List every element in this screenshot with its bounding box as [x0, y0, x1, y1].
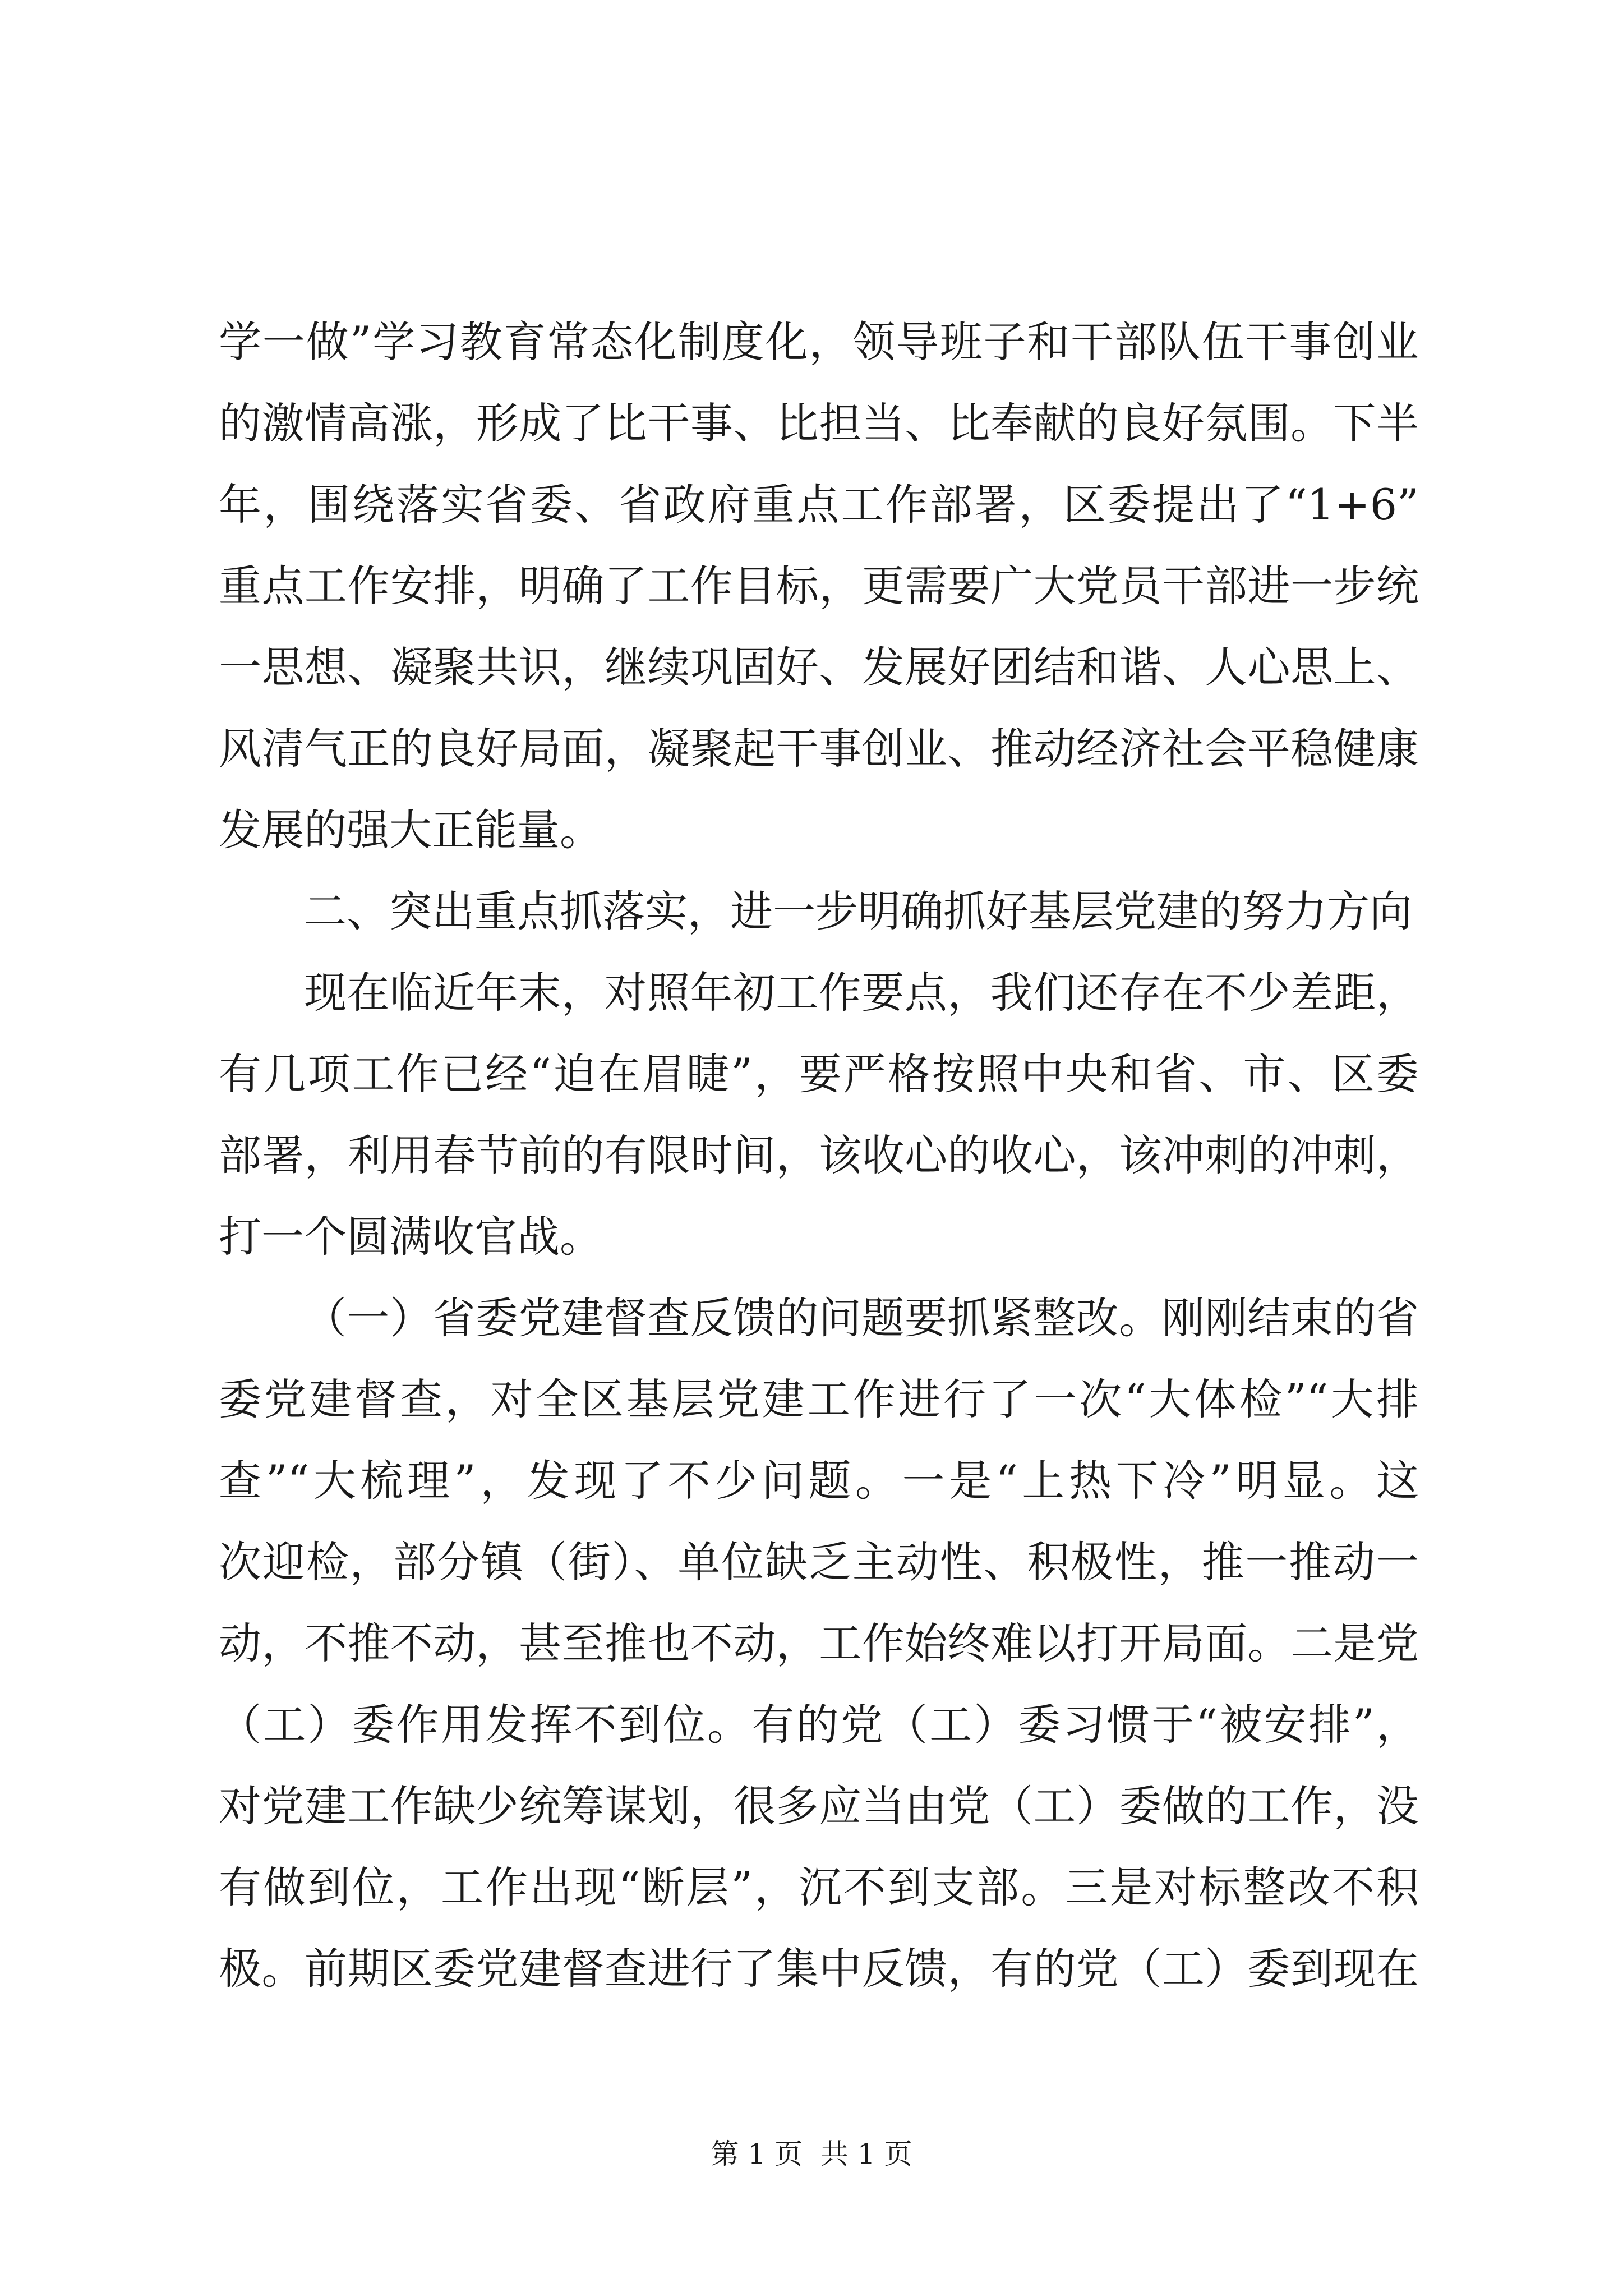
- text-line: 打一个圆满收官战。: [219, 1212, 602, 1262]
- text-line: 极。前期区委党建督查进行了集中反馈，有的党（工）委到现在: [219, 1944, 1419, 1994]
- text-line: 重点工作安排，明确了工作目标，更需要广大党员干部进一步统: [219, 561, 1419, 611]
- text-line: 年，围绕落实省委、省政府重点工作部署，区委提出了“1+6”: [219, 480, 1419, 530]
- page-footer: 第 1 页 共 1 页: [711, 2138, 912, 2170]
- text-line: 次迎检，部分镇（街）、单位缺乏主动性、积极性，推一推动一: [219, 1537, 1419, 1587]
- text-line: 部署，利用春节前的有限时间，该收心的收心，该冲刺的冲刺，: [219, 1130, 1419, 1180]
- text-line: 有几项工作已经“迫在眉睫”，要严格按照中央和省、市、区委: [219, 1049, 1419, 1099]
- text-line: （工）委作用发挥不到位。有的党（工）委习惯于“被安排”，: [219, 1700, 1419, 1750]
- text-line: 对党建工作缺少统筹谋划，很多应当由党（工）委做的工作，没: [219, 1781, 1419, 1831]
- text-line: 动，不推不动，甚至推也不动，工作始终难以打开局面。二是党: [219, 1618, 1419, 1668]
- text-line: 一思想、凝聚共识，继续巩固好、发展好团结和谐、人心思上、: [219, 642, 1419, 692]
- text-line: 风清气正的良好局面，凝聚起干事创业、推动经济社会平稳健康: [219, 724, 1419, 774]
- text-line: 委党建督查，对全区基层党建工作进行了一次“大体检”“大排: [219, 1374, 1419, 1424]
- text-line: 现在临近年末，对照年初工作要点，我们还存在不少差距，: [304, 968, 1419, 1018]
- text-line: （一）省委党建督查反馈的问题要抓紧整改。刚刚结束的省: [304, 1293, 1419, 1343]
- text-line: 查”“大梳理”，发现了不少问题。一是“上热下冷”明显。这: [219, 1456, 1419, 1506]
- text-line: 的激情高涨，形成了比干事、比担当、比奉献的良好氛围。下半: [219, 398, 1419, 448]
- text-line: 有做到位，工作出现“断层”，沉不到支部。三是对标整改不积: [219, 1862, 1419, 1912]
- section-heading: 二、突出重点抓落实，进一步明确抓好基层党建的努力方向: [304, 886, 1412, 936]
- text-line: 学一做”学习教育常态化制度化，领导班子和干部队伍干事创业: [219, 317, 1419, 367]
- text-line: 发展的强大正能量。: [219, 805, 602, 855]
